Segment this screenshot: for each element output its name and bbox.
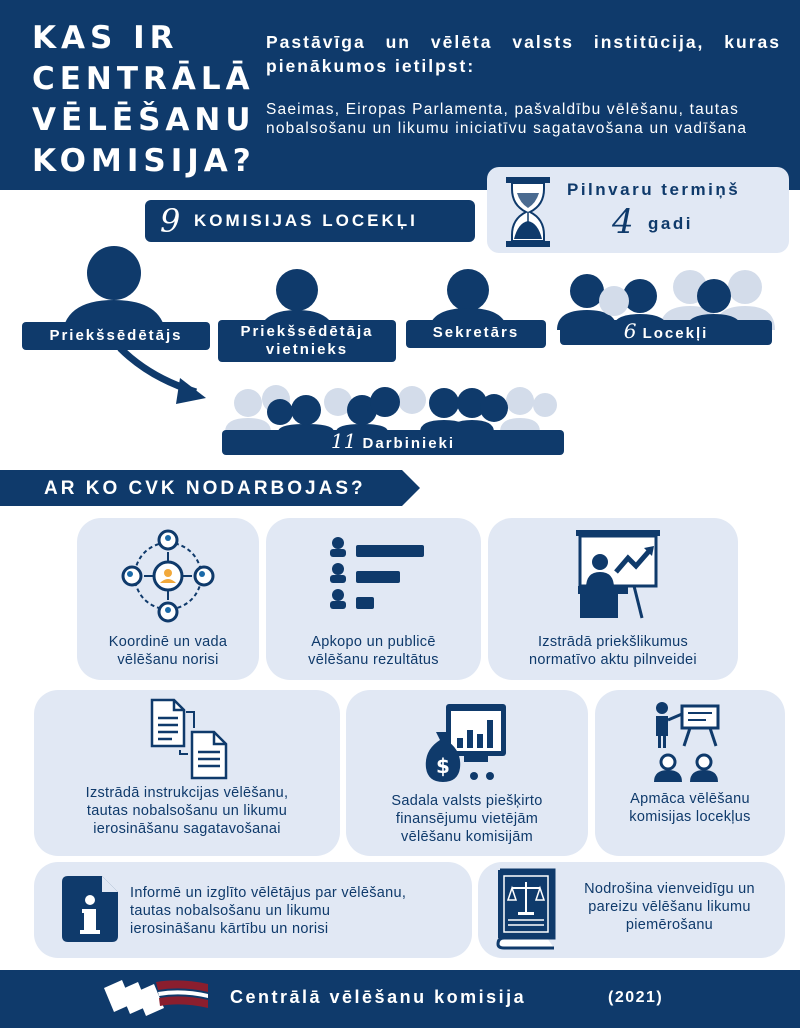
members-number: 9	[160, 202, 181, 240]
task-text-instructions: Izstrādā instrukcijas vēlēšanu, tautas nobalsošanu un likumu ierosināšanu sagatavošanai	[85, 785, 289, 837]
title-line-1: KAS IR	[32, 20, 179, 56]
task-text-funding: Sadala valsts piešķirto finansējumu vietējām vēlēšanu komisijām	[391, 793, 543, 845]
task-text-results: Apkopo un publicē vēlēšanu rezultātus	[308, 634, 439, 668]
training-icon	[650, 700, 726, 784]
term-label: Pilnvaru termiņš	[567, 180, 741, 199]
info-icon	[62, 874, 120, 944]
money-bag-icon	[424, 702, 510, 786]
task-text-training: Apmāca vēlēšanu komisijas locekļus	[629, 791, 751, 825]
intro-text: Saeimas, Eiropas Parlamenta, pašvaldību vēlēšanu, tautas nobalsošanu un likumu iniciatīvu sagatavošana un vadīšana	[266, 101, 748, 137]
arrow-down-right-icon	[120, 348, 206, 404]
footer-organization-name: Centrālā vēlēšanu komisija	[230, 987, 527, 1007]
title-line-2: CENTRĀLĀ	[32, 61, 255, 97]
svg-text:$: $	[436, 754, 450, 778]
staff-label: 11 Darbinieki	[222, 430, 564, 455]
list-icon	[328, 535, 428, 617]
term-unit: gadi	[648, 214, 693, 233]
members-label: KOMISIJAS LOCEKĻI	[194, 211, 418, 230]
network-icon	[120, 528, 216, 624]
hourglass-icon	[502, 175, 554, 249]
presentation-icon	[574, 528, 662, 620]
staff-group-icon	[225, 385, 557, 432]
chair-label: Priekšsēdētājs	[22, 322, 210, 350]
footer-year: (2021)	[608, 989, 664, 1006]
vice-chair-label: Priekšsēdētāja vietnieks	[218, 320, 396, 362]
org-structure-figures	[0, 240, 800, 460]
law-book-icon	[494, 868, 560, 950]
page-title	[32, 18, 262, 182]
intro-bold-text: Pastāvīga un vēlēta valsts institūcija, kuras pienākumos ietilpst:	[266, 32, 781, 76]
task-text-coordinate: Koordinē un vada vēlēšanu norisi	[108, 634, 228, 668]
task-text-inform: Informē un izglīto vēlētājus par vēlēšanu, tautas nobalsošanu un likumu ierosināšanu kārtību un norisi	[130, 885, 407, 937]
secretary-label: Sekretārs	[406, 320, 546, 348]
title-line-4: KOMISIJA?	[32, 143, 256, 179]
term-number: 4	[612, 202, 634, 242]
members-count-label: 6 Locekļi	[560, 320, 772, 345]
section-title: AR KO CVK NODARBOJAS?	[44, 478, 366, 499]
title-line-3: VĒLĒŠANU	[32, 102, 256, 138]
task-text-law: Nodrošina vienveidīgu un pareizu vēlēšanu likumu piemērošanu	[584, 881, 755, 933]
task-text-proposals: Izstrādā priekšlikumus normatīvo aktu pilnveidei	[529, 634, 697, 668]
cvk-logo-icon	[100, 978, 212, 1018]
documents-icon	[150, 698, 230, 780]
